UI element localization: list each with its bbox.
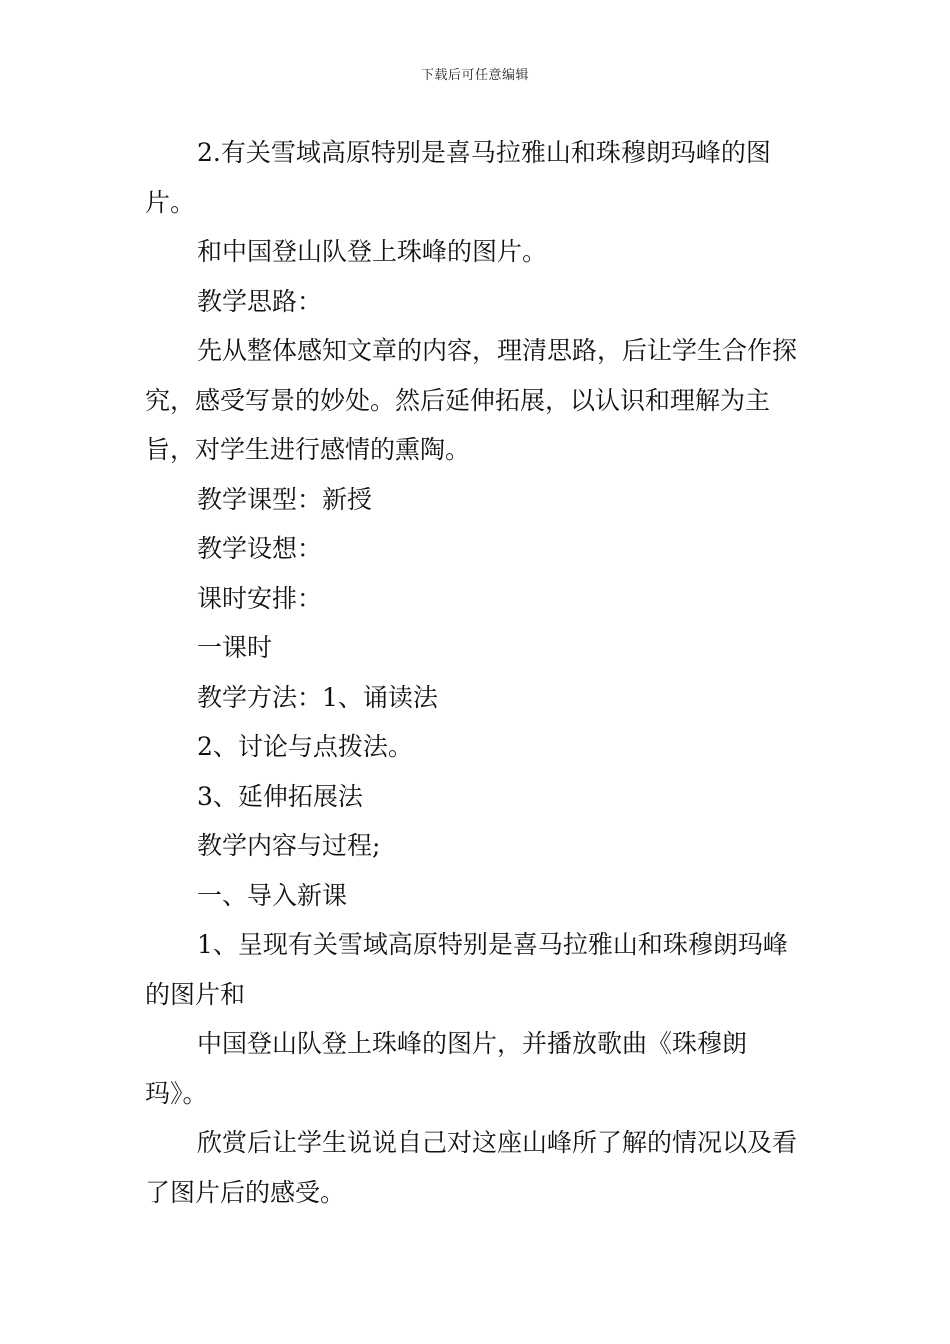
paragraph: 教学课型：新授 [197,484,373,514]
paragraph: 教学设想： [197,534,323,563]
paragraph: 2.有关雪域高原特别是喜马拉雅山和珠穆朗玛峰的图片。 [145,138,771,217]
paragraph: 和中国登山队登上珠峰的图片。 [197,237,548,266]
paragraph: 教学方法：1、诵读法 [197,682,438,712]
paragraph: 中国登山队登上珠峰的图片，并播放歌曲《珠穆朗玛》。 [145,1029,748,1108]
paragraph: 教学思路： [197,286,323,316]
paragraph: 教学内容与过程; [197,831,381,860]
document-body [145,128,809,1217]
page-header: 下载后可任意编辑 [420,68,529,83]
paragraph: 先从整体感知文章的内容，理清思路，后让学生合作探究，感受写景的妙处。然后延伸拓展，以认识和理解为主旨，对学生进行感情的熏陶。 [145,336,798,464]
paragraph: 一课时 [197,633,273,662]
paragraph: 课时安排： [197,583,323,613]
paragraph: 3、延伸拓展法 [197,781,363,811]
paragraph: 一、导入新课 [197,880,348,910]
paragraph: 欣赏后让学生说说自己对这座山峰所了解的情况以及看了图片后的感受。 [145,1128,798,1207]
paragraph: 1、呈现有关雪域高原特别是喜马拉雅山和珠穆朗玛峰的图片和 [145,930,788,1009]
paragraph: 2、讨论与点拨法。 [197,732,413,761]
